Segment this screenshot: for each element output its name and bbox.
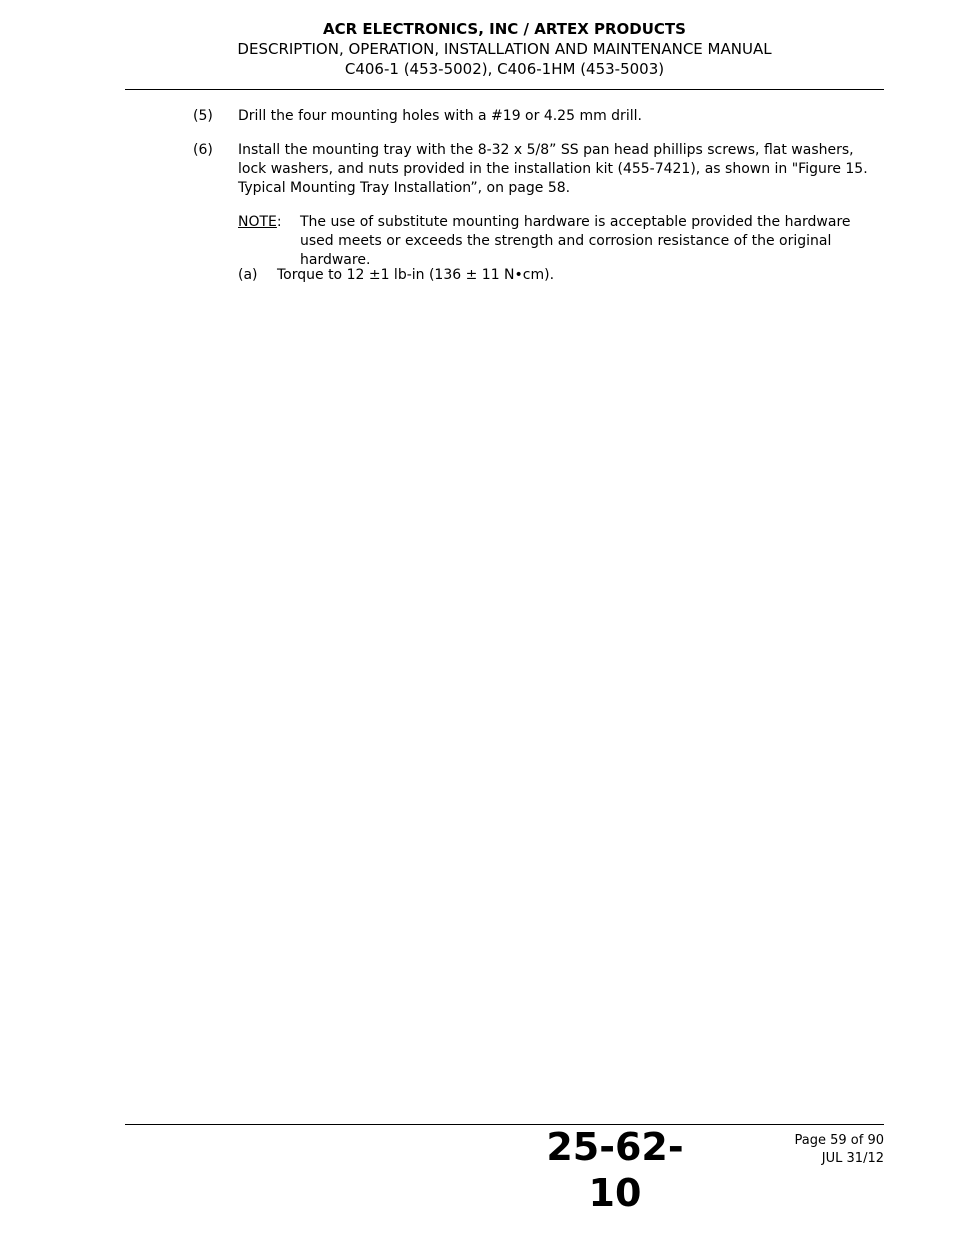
note-label-colon: :: [276, 214, 282, 230]
page-number: Page 59 of 90: [794, 1133, 884, 1148]
page-info: [724, 1132, 884, 1168]
note-label: [238, 213, 282, 232]
substep-text: Torque to 12 ±1 lb-in (136 ± 11 N•cm).: [277, 267, 555, 283]
step-number: (5): [193, 108, 213, 124]
chapter-code: 25-62-10: [546, 1125, 684, 1215]
step-number: (6): [193, 142, 213, 158]
manual-title: DESCRIPTION, OPERATION, INSTALLATION AND MAINTENANCE MANUAL: [237, 40, 772, 58]
model-numbers: C406-1 (453-5002), C406-1HM (453-5003): [344, 60, 665, 78]
step-text: Install the mounting tray with the 8-32 x 5/8” SS pan head phillips screws, flat washers, lock washers, and nuts provided in the installation kit (455-7421), as shown in "Figure 15. Typical Mounting Tray Installation”, on page 58.: [238, 142, 868, 196]
page-header: [125, 19, 884, 79]
step-text: Drill the four mounting holes with a #19 or 4.25 mm drill.: [238, 108, 642, 124]
footer-divider: [125, 1124, 884, 1125]
note-text: The use of substitute mounting hardware is acceptable provided the hardware used meets or exceeds the strength and corrosion resistance of the original hardware.: [300, 214, 851, 268]
revision-date: JUL 31/12: [821, 1151, 884, 1166]
note-label-text: NOTE: [238, 214, 277, 230]
company-name: ACR ELECTRONICS, INC / ARTEX PRODUCTS: [323, 20, 686, 38]
substep-letter: (a): [238, 267, 258, 283]
header-divider: [125, 89, 884, 90]
